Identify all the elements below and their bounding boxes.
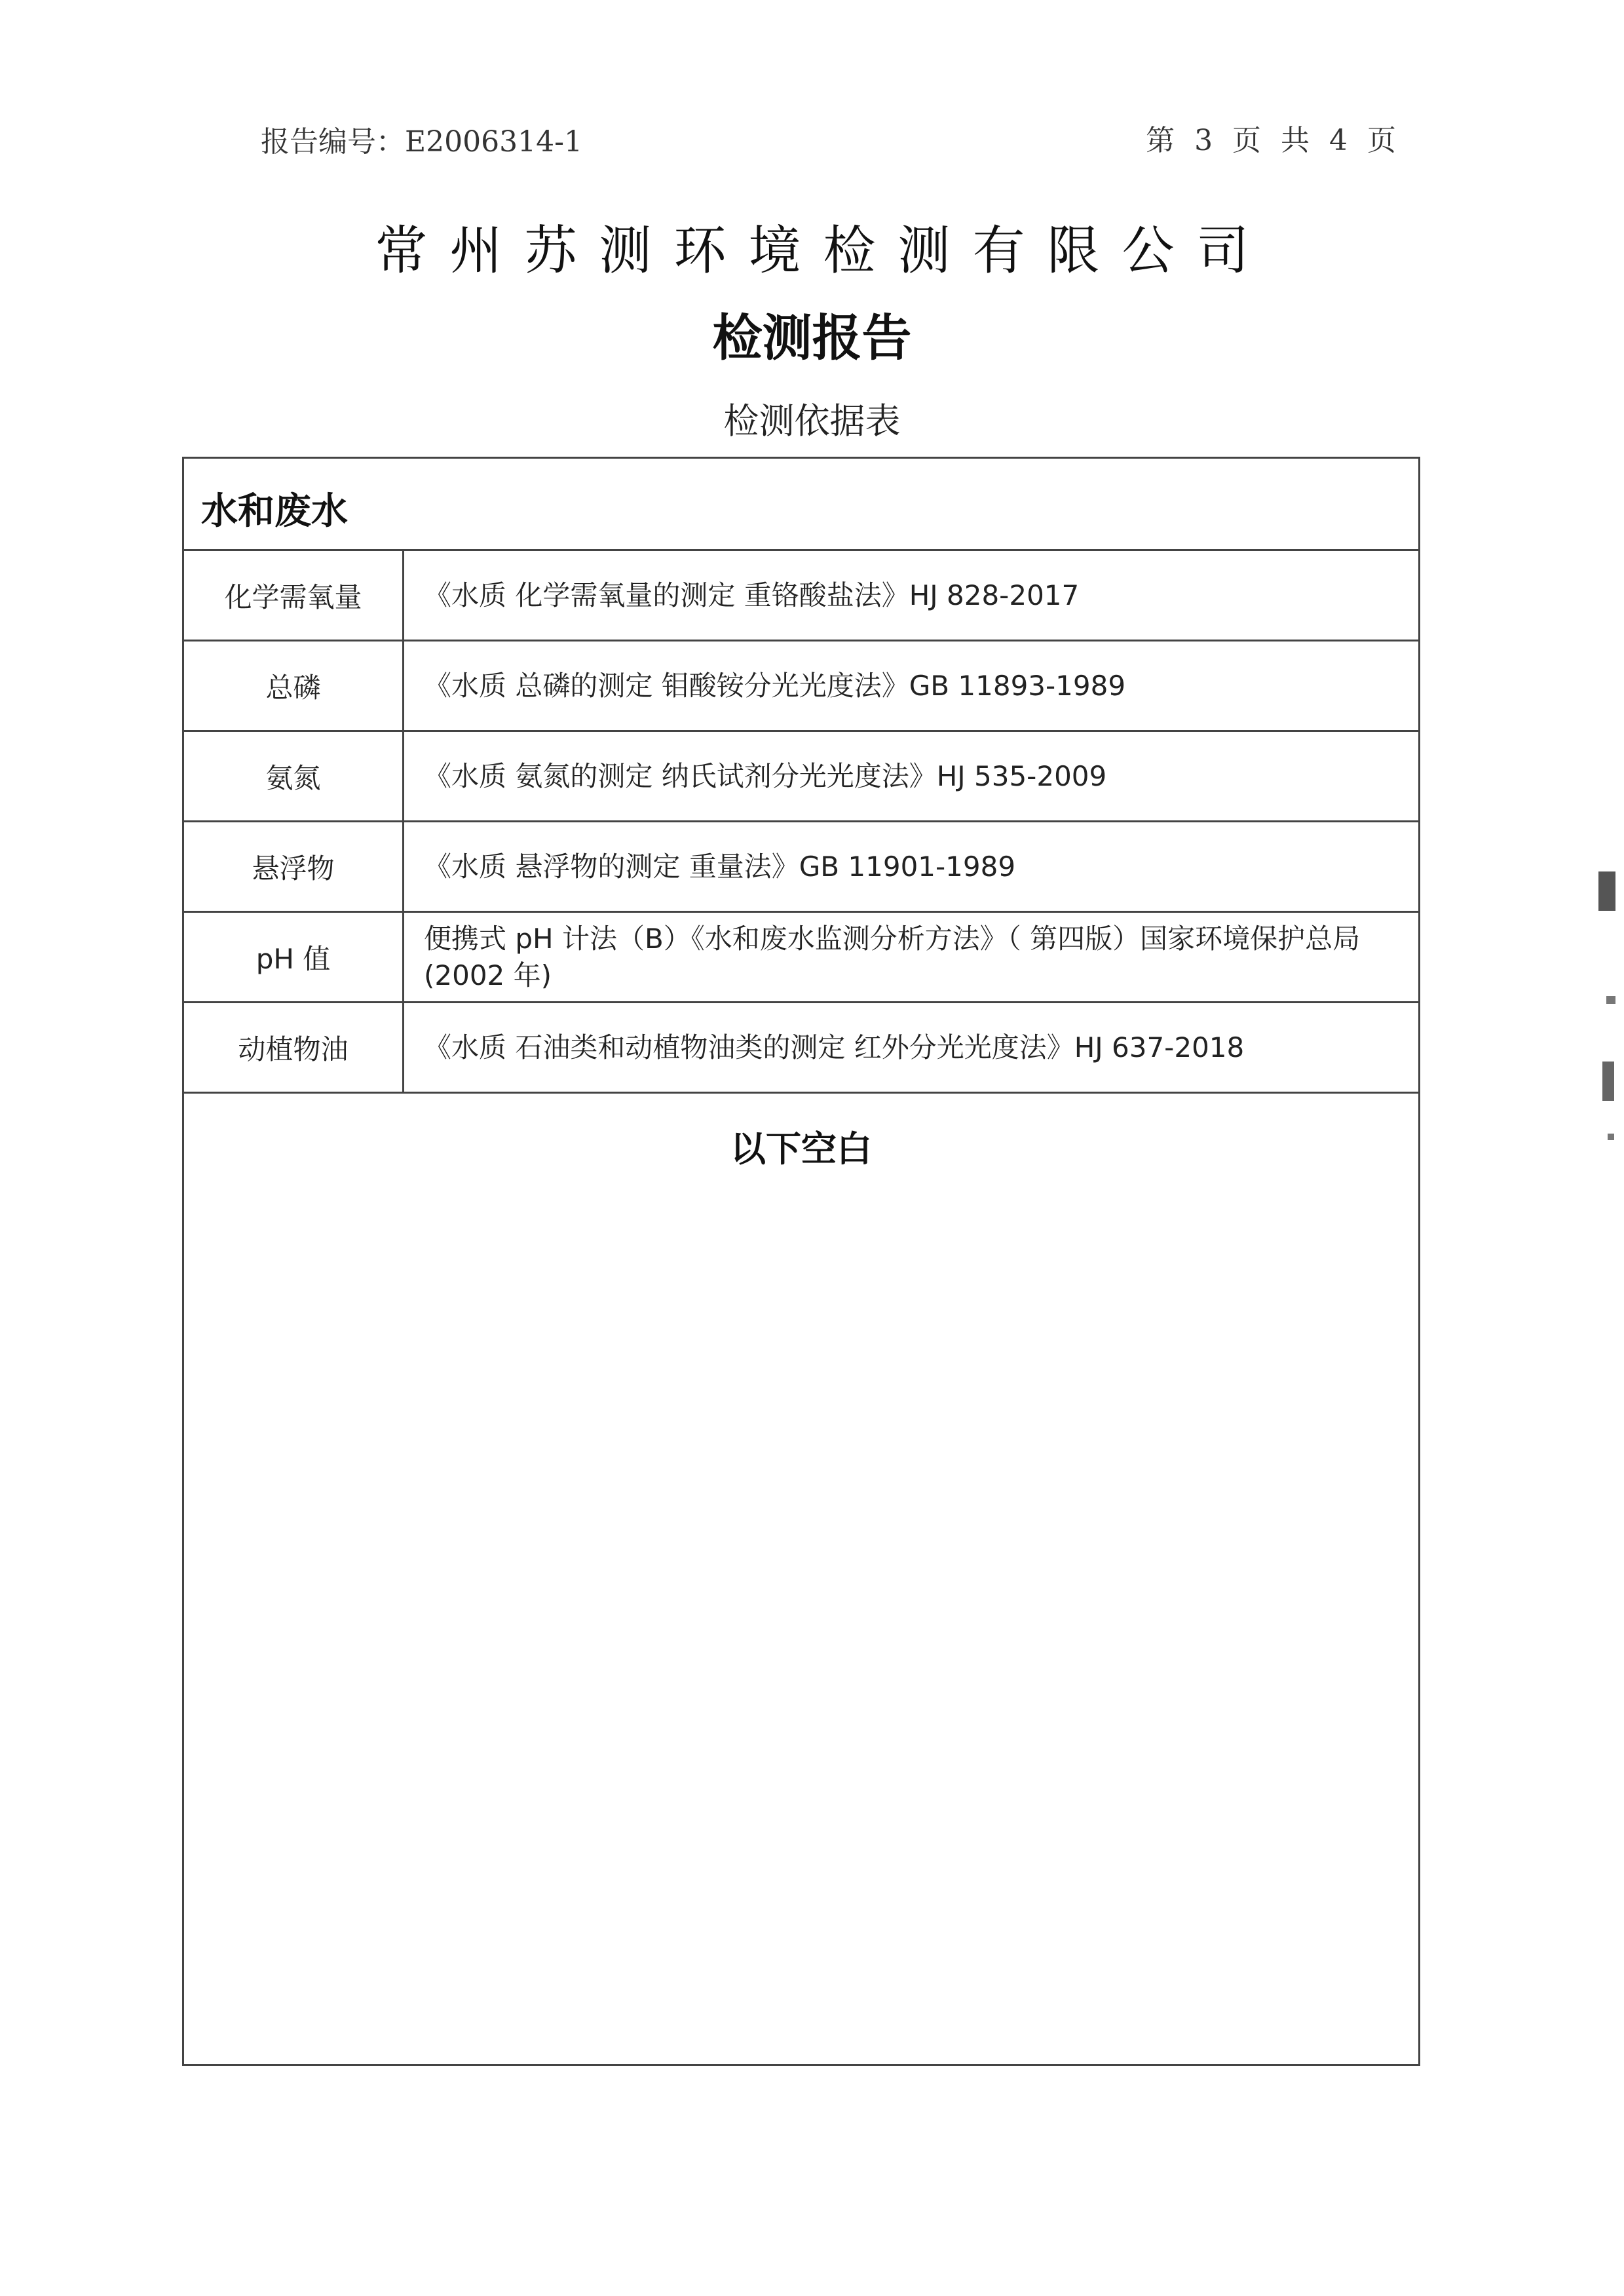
report-title: 检测报告 [712,309,912,367]
seal-fragment-mark [1608,1134,1614,1140]
report-number: 报告编号：E2006314-1 [261,125,582,159]
table-row [184,1003,1418,1094]
table-row [184,913,1418,1003]
table-row [184,822,1418,913]
section-label: 水和废水 [201,490,348,533]
company-name: 常州苏测环境检测有限公司 [375,220,1272,281]
table-title: 检测依据表 [723,400,901,442]
item-name: 动植物油 [184,1003,404,1092]
item-standard: 《水质 化学需氧量的测定 重铬酸盐法》HJ 828-2017 [424,579,1080,611]
table-row [184,551,1418,641]
seal-fragment-mark [1598,871,1615,911]
item-name: 总磷 [184,641,404,730]
item-name: pH 值 [184,913,404,1001]
item-standard: 便携式 pH 计法（B）《水和废水监测分析方法》（ 第四版）国家环境保护总局(2002 年) [424,922,1361,991]
page-info: 第 3 页 共 4 页 [1146,124,1401,157]
table-row [184,732,1418,822]
seal-fragment-mark [1602,1062,1614,1101]
item-name: 化学需氧量 [184,551,404,640]
item-name: 氨氮 [184,732,404,820]
item-standard: 《水质 氨氮的测定 纳氏试剂分光光度法》HJ 535-2009 [424,759,1107,792]
item-standard: 《水质 悬浮物的测定 重量法》GB 11901-1989 [424,850,1016,883]
basis-table-frame [182,457,1420,2066]
item-standard: 《水质 总磷的测定 钼酸铵分光光度法》GB 11893-1989 [424,669,1126,702]
item-name: 悬浮物 [184,822,404,911]
table-row [184,641,1418,732]
seal-fragment-mark [1606,996,1615,1004]
item-standard: 《水质 石油类和动植物油类的测定 红外分光光度法》HJ 637-2018 [424,1031,1245,1063]
basis-table [184,551,1418,1094]
blank-note: 以下空白 [730,1128,872,1170]
section-header-row [184,459,1418,551]
